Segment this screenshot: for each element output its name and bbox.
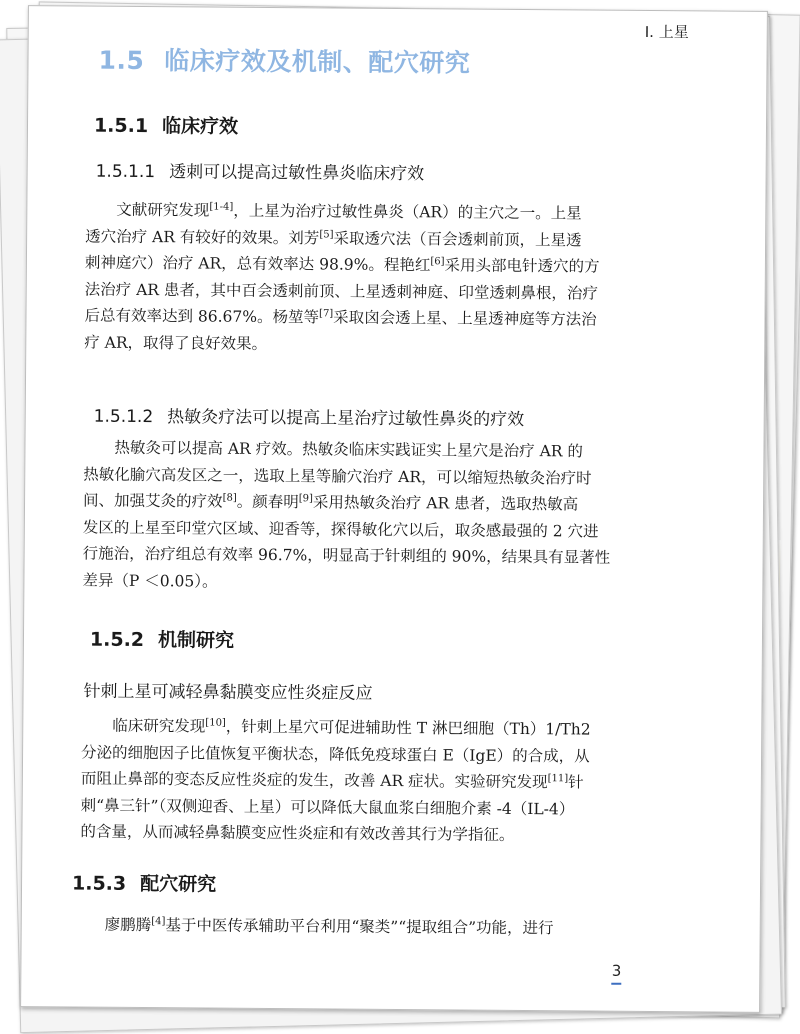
paragraph-line: 而阻止鼻部的变态反应性炎症的发生，改善 AR 症状。实验研究发现[11]针	[80, 769, 584, 792]
paragraph-2	[82, 435, 679, 599]
paragraph-line: 热敏灸可以提高 AR 疗效。热敏灸临床实践证实上星穴是治疗 AR 的	[114, 438, 583, 461]
paragraph-line: 行施治，治疗组总有效率 96.7%，明显高于针刺组的 90%，结果具有显著性	[82, 544, 611, 567]
section-heading-1-5-1	[94, 111, 238, 139]
paragraph-line: 热敏化腧穴高发区之一，选取上星等腧穴治疗 AR，可以缩短热敏灸治疗时	[83, 465, 592, 488]
section-title: 机制研究	[157, 629, 235, 652]
paragraph-line: 后总有效率达到 86.67%。杨堃等[7]采取囟会透上星、上星透神庭等方法治	[84, 306, 597, 329]
citation-ref: [6]	[430, 256, 445, 268]
paragraph-line: 文献研究发现[1-4]，上星为治疗过敏性鼻炎（AR）的主穴之一。上星	[116, 200, 582, 223]
section-heading-1-5-3	[72, 868, 216, 896]
page-number: 3	[612, 962, 622, 985]
chapter-number: 1.5	[98, 45, 145, 76]
section-title: 配穴研究	[140, 873, 217, 896]
paragraph-line: 廖鹏腾[4]基于中医传承辅助平台利用“聚类”“提取组合”功能，进行	[104, 915, 554, 938]
section-heading-1-5-2	[90, 625, 234, 653]
subsection-number: 1.5.1.2	[93, 406, 154, 428]
section-number: 1.5.1	[93, 114, 149, 138]
paragraph-line: 发区的上星至印堂穴区域、迎香等，探得敏化穴以后，取灸感最强的 2 穴进	[82, 518, 599, 541]
document-page	[20, 5, 768, 1013]
citation-ref: [7]	[319, 308, 334, 320]
subsection-heading-mechanism	[83, 677, 372, 704]
citation-ref: [8]	[222, 492, 237, 504]
paragraph-4	[74, 911, 670, 942]
paragraph-line: 分泌的细胞因子比值恢复平衡状态，降低免疫球蛋白 E（IgE）的合成，从	[81, 743, 590, 766]
subsection-heading-1-5-1-2	[94, 402, 525, 430]
citation-ref: [11]	[547, 773, 569, 785]
citation-ref: [1-4]	[209, 201, 234, 213]
paragraph-1	[84, 197, 681, 361]
paragraph-line: 透穴治疗 AR 有较好的效果。刘芳[5]采取透穴法（百会透刺前顶，上星透	[85, 227, 582, 249]
paragraph-line: 间、加强艾灸的疗效[8]。颜春明[9]采用热敏灸治疗 AR 患者，选取热敏高	[82, 491, 579, 514]
citation-ref: [9]	[298, 493, 313, 505]
paragraph-line: 差异（P ＜0.05）。	[82, 571, 218, 591]
subsection-title: 针刺上星可减轻鼻黏膜变应性炎症反应	[83, 681, 373, 704]
subsection-number: 1.5.1.1	[95, 161, 156, 183]
subsection-title: 热敏灸疗法可以提高上星治疗过敏性鼻炎的疗效	[167, 407, 525, 431]
subsection-title: 透刺可以提高过敏性鼻炎临床疗效	[169, 162, 425, 185]
citation-ref: [5]	[319, 228, 334, 241]
paragraph-line: 法治疗 AR 患者，其中百会透刺前顶、上星透刺神庭、印堂透刺鼻根，治疗	[84, 280, 599, 303]
paragraph-line: 刺神庭穴）治疗 AR，总有效率达 98.9%。程艳红[6]采用头部电针透穴的方	[84, 253, 600, 276]
paragraph-line: 刺“鼻三针”（双侧迎香、上星）可以降低大鼠血浆白细胞介素 -4（IL-4）	[80, 796, 575, 818]
paragraph-line: 临床研究发现[10]，针刺上星穴可促进辅助性 T 淋巴细胞（Th）1/Th2	[112, 716, 591, 739]
section-title: 临床疗效	[162, 115, 239, 138]
section-number: 1.5.3	[71, 872, 127, 895]
subsection-heading-1-5-1-1	[96, 157, 425, 185]
paragraph-3	[80, 713, 677, 850]
chapter-title-text: 临床疗效及机制、配穴研究	[164, 46, 471, 78]
citation-ref: [10]	[205, 717, 226, 729]
running-head: I. 上星	[644, 22, 689, 42]
section-number: 1.5.2	[89, 628, 145, 652]
paragraph-line: 疗 AR，取得了良好效果。	[84, 333, 268, 353]
citation-ref: [4]	[151, 916, 166, 928]
paragraph-line: 的含量，从而减轻鼻黏膜变应性炎症和有效改善其行为学指征。	[80, 822, 515, 844]
chapter-title	[98, 41, 470, 80]
